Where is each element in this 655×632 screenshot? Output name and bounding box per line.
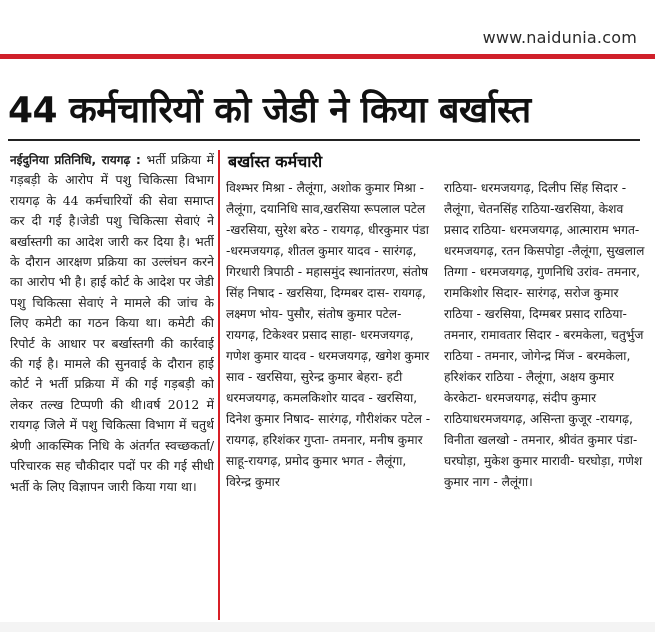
page-header bbox=[0, 0, 655, 62]
article-byline: नईदुनिया प्रतिनिधि, रायगढ़ : bbox=[10, 153, 147, 167]
dismissed-list-column-2: राठिया- धरमजयगढ़, दिलीप सिंह सिदार - लैलूंगा, चेतनसिंह राठिया-खरसिया, केशव प्रसाद राठिया- धरमजयगढ़, आत्माराम भगत- धरमजयगढ़, रतन किसपोट्टा -लैलूंगा, सुखलाल तिग्गा - धरमजयगढ़, गुणनिधि उरांव- तमनार, रामकिशोर सिदार- सारंगढ़, सरोज कुमार राठिया - खरसिया, दिग्मबर प्रसाद राठिया- तमनार, रामावतार सिदार - बरमकेला, चतुर्भुज राठिया - तमनार, जोगेन्द्र मिंज - बरमकेला, हरिशंकर राठिया - लैलूंगा, अक्षय कुमार केरकेटा- धरमजयगढ़, संदीप कुमार राठियाधरमजयगढ़, असिन्ता कुजूर -रायगढ़, विनीता खलखो - तमनार, श्रीवंत कुमार पंडा-घरघोड़ा, मुकेश कुमार मारावी- घरघोड़ा, गणेश कुमार नाग - लैलूंगा। bbox=[444, 181, 645, 489]
article-text: भर्ती प्रक्रिया में गड़बड़ी के आरोप में पशु चिकित्सा विभाग रायगढ़ के 44 कर्मचारियों की सेवा समाप्त कर दी गई है।जेडी पशु चिकित्सा सेवाएं ने बर्खास्तगी का आदेश जारी कर दिया है। भर्ती के दौरान आरक्षण प्रक्रिया का उल्लंघन करने का आरोप भी है। हाई कोर्ट के आदेश पर जेडी पशु चिकित्सा सेवाएं ने मामले की जांच के लिए कमेटी का गठन किया था। कमेटी की रिपोर्ट के आधार पर बर्खास्तगी की कार्रवाई की गई है। मामले की सुनवाई के दौरान हाई कोर्ट ने भर्ती प्रक्रिया में की गई गड़बड़ी को लेकर तल्ख टिप्पणी की थी।वर्ष 2012 में रायगढ़ जिले में पशु चिकित्सा विभाग में चतुर्थ श्रेणी आकस्मिक निधि के अंतर्गत स्वच्छकर्ता/परिचारक सह चौकीदार पदों पर की गई सीधी भर्ती के लिए विज्ञापन जारी किया गया था। bbox=[10, 152, 214, 494]
header-divider bbox=[0, 54, 655, 59]
article-headline: 44 कर्मचारियों को जेडी ने किया बर्खास्त bbox=[8, 90, 531, 131]
page-bottom-edge bbox=[0, 622, 655, 632]
article-body bbox=[10, 150, 214, 620]
site-url[interactable]: www.naidunia.com bbox=[482, 28, 637, 47]
headline-divider bbox=[8, 139, 640, 141]
column-divider bbox=[218, 150, 220, 620]
sidebar-title: बर्खास्त कर्मचारी bbox=[228, 152, 323, 171]
dismissed-list-column-1: विश्म्भर मिश्रा - लैलूंगा, अशोक कुमार मिश्रा - लैलूंगा, दयानिधि साव,खरसिया रूपलाल पटेल -खरसिया, सुरेश बरेठ - रायगढ़, धीरकुमार पंडा -धरमजयगढ़, शीतल कुमार यादव - सारंगढ़, गिरधारी त्रिपाठी - महासमुंद स्थानांतरण, संतोष सिंह निषाद - खरसिया, दिग्मबर दास- रायगढ़, लक्ष्मण भोय- पुसौर, संतोष कुमार पटेल-रायगढ़, टिकेश्वर प्रसाद साहा- धरमजयगढ़, गणेश कुमार यादव - धरमजयगढ़, खगेश कुमार साव - खरसिया, सुरेन्द्र कुमार बेहरा- हटी धरमजयगढ़, कमलकिशोर यादव - खरसिया, दिनेश कुमार निषाद- सारंगढ़, गौरीशंकर पटेल - रायगढ़, हरिशंकर गुप्ता- तमनार, मनीष कुमार साहू-रायगढ़, प्रमोद कुमार भगत - लैलूंगा, विरेन्द्र कुमार bbox=[226, 181, 431, 489]
